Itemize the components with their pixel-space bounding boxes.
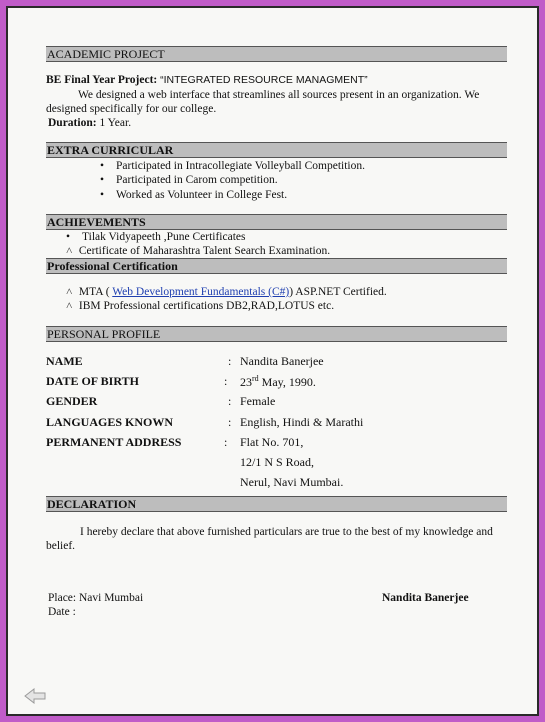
cert-ibm: IBM Professional certifications DB2,RAD,LOTUS etc.	[78, 300, 335, 312]
achievement-item-row	[66, 244, 330, 258]
extra-item: • Participated in Carom competition.	[116, 173, 278, 187]
academic-project-header: ACADEMIC PROJECT	[46, 46, 507, 62]
gender-label: GENDER	[46, 394, 98, 408]
extra-curricular-header: EXTRA CURRICULAR	[46, 142, 507, 158]
project-desc-line2: designed specifically for our college.	[46, 103, 217, 115]
name-value: Nandita Banerjee	[240, 354, 324, 368]
colon: :	[224, 435, 228, 449]
name-label: NAME	[46, 354, 83, 368]
declaration-header: DECLARATION	[46, 496, 507, 512]
colon: :	[224, 374, 228, 388]
project-line	[46, 73, 368, 87]
place: Place: Navi Mumbai	[48, 592, 144, 604]
languages-value: English, Hindi & Marathi	[240, 415, 364, 429]
extra-item: • Participated in Intracollegiate Volleyball Competition.	[116, 159, 365, 173]
back-arrow-icon[interactable]	[24, 688, 46, 704]
address-line3: Nerul, Navi Mumbai.	[240, 475, 344, 489]
resume-page	[6, 6, 539, 716]
achievement-item: • Tilak Vidyapeeth ,Pune Certificates	[82, 230, 245, 244]
achievements-header: ACHIEVEMENTS	[46, 214, 507, 230]
duration-value: 1 Year.	[99, 117, 132, 129]
colon: :	[228, 415, 232, 429]
colon: :	[228, 354, 232, 368]
project-desc-line1: We designed a web interface that streamlines all sources present in an organization. We	[78, 89, 480, 101]
extra-item: • Worked as Volunteer in College Fest.	[116, 188, 287, 202]
dob-rest: May, 1990.	[258, 375, 316, 389]
signature-name: Nandita Banerjee	[382, 592, 469, 604]
cert-mta-prefix: MTA (	[78, 286, 113, 298]
dob-value	[240, 374, 316, 390]
date: Date :	[48, 606, 76, 618]
colon: :	[228, 394, 232, 408]
project-title: “INTEGRATED RESOURCE MANAGMENT”	[160, 74, 368, 86]
achievement-item: Certificate of Maharashtra Talent Search Examination.	[78, 245, 331, 257]
dob-label: DATE OF BIRTH	[46, 374, 139, 388]
project-label: BE Final Year Project:	[46, 74, 158, 86]
dob-day: 23	[240, 375, 252, 389]
caret-icon: ˄	[66, 245, 73, 257]
declaration-text-line2: belief.	[46, 540, 76, 552]
personal-profile-header: PERSONAL PROFILE	[46, 326, 507, 342]
duration-label: Duration:	[48, 117, 97, 129]
caret-icon: ˄	[66, 286, 73, 298]
address-line1: Flat No. 701,	[240, 435, 304, 449]
dob-suffix: rd	[252, 374, 259, 383]
caret-icon: ˄	[66, 300, 73, 312]
languages-label: LANGUAGES KNOWN	[46, 415, 174, 429]
professional-certification-header: Professional Certification	[46, 258, 507, 274]
cert-mta-row	[66, 285, 387, 299]
address-label: PERMANENT ADDRESS	[46, 435, 182, 449]
gender-value: Female	[240, 394, 276, 408]
cert-mta-link[interactable]: Web Development Fundamentals (C#)	[112, 286, 290, 298]
address-line2: 12/1 N S Road,	[240, 455, 315, 469]
duration-line	[48, 116, 131, 130]
cert-ibm-row	[66, 299, 334, 313]
cert-mta-suffix: ) ASP.NET Certified.	[289, 286, 387, 298]
declaration-text-line1: I hereby declare that above furnished particulars are true to the best of my knowledge and	[80, 526, 493, 538]
